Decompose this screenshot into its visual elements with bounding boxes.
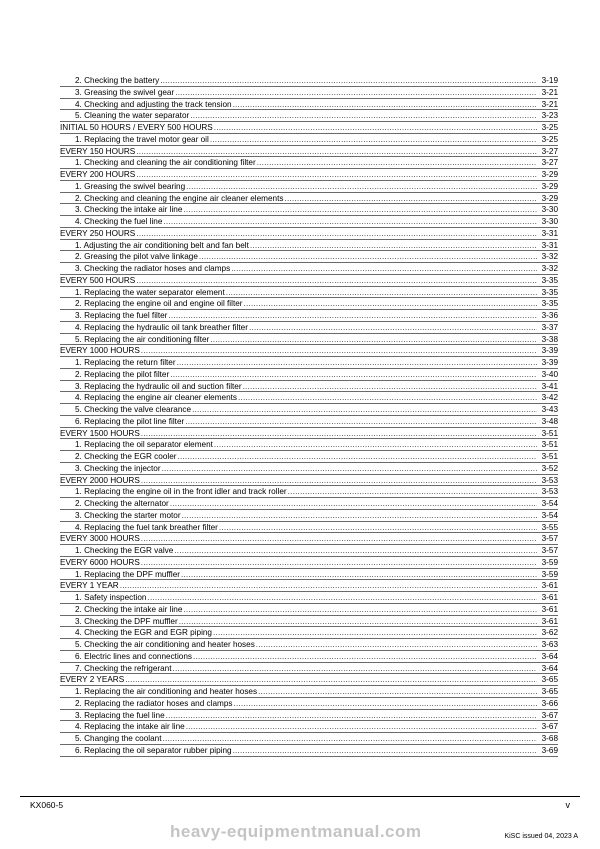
toc-entry-title: EVERY 1 YEAR <box>60 581 119 591</box>
toc-entry-page: 3-21 <box>541 99 558 109</box>
toc-entry-page: 3-25 <box>541 134 558 144</box>
toc-section-row[interactable] <box>60 674 558 686</box>
toc-entry-page: 3-37 <box>541 322 558 332</box>
toc-entry-title: 3. Checking the radiator hoses and clamps <box>75 264 231 273</box>
dot-leader <box>186 181 537 193</box>
toc-section-row[interactable] <box>60 275 558 287</box>
toc-entry-row[interactable] <box>60 75 558 87</box>
toc-entry-page: 3-68 <box>541 734 558 743</box>
toc-entry-page: 3-54 <box>541 510 558 520</box>
toc-entry-title: 5. Cleaning the water separator <box>75 111 190 121</box>
toc-entry-title: 3. Checking the intake air line <box>75 205 183 215</box>
toc-entry-row[interactable] <box>60 381 558 393</box>
toc-entry-title: 2. Replacing the pilot filter <box>75 369 170 379</box>
toc-entry-row[interactable] <box>60 87 558 99</box>
watermark: heavy-equipmentmanual.com <box>170 822 422 841</box>
model-code: KX060-5 <box>30 800 64 810</box>
dot-leader <box>210 134 537 146</box>
toc-entry-title: 6. Replacing the pilot line filter <box>75 416 185 426</box>
toc-entry-title: EVERY 250 HOURS <box>60 228 136 238</box>
dot-leader <box>172 663 537 675</box>
toc-entry-page: 3-62 <box>541 628 558 638</box>
dot-leader <box>179 616 537 628</box>
toc-entry-title: 4. Checking the EGR and EGR piping <box>75 628 212 638</box>
toc-entry-title: 1. Replacing the water separator element <box>75 287 225 297</box>
dot-leader <box>185 416 537 428</box>
toc-entry-page: 3-43 <box>541 405 558 414</box>
dot-leader <box>174 545 537 557</box>
toc-entry-row[interactable] <box>60 99 558 111</box>
toc-entry-page: 3-61 <box>541 604 558 614</box>
toc-entry-page: 3-52 <box>541 463 558 473</box>
toc-entry-page: 3-67 <box>541 710 558 720</box>
toc-entry-row[interactable] <box>60 193 558 205</box>
toc-entry-page: 3-61 <box>541 593 558 602</box>
toc-entry-row[interactable] <box>60 310 558 322</box>
toc-entry-page: 3-65 <box>541 687 558 696</box>
toc-entry-row[interactable] <box>60 639 558 651</box>
toc-entry-row[interactable] <box>60 592 558 604</box>
toc-entry-title: 2. Checking the intake air line <box>75 604 183 614</box>
toc-entry-row[interactable] <box>60 322 558 334</box>
toc-entry-title: 2. Replacing the engine oil and engine oil filter <box>75 299 243 309</box>
dot-leader <box>162 463 537 475</box>
toc-entry-row[interactable] <box>60 404 558 416</box>
dot-leader <box>170 369 537 381</box>
toc-entry-page: 3-64 <box>541 663 558 673</box>
toc-entry-page: 3-53 <box>541 487 558 497</box>
dot-leader <box>250 240 537 252</box>
dot-leader <box>168 310 537 322</box>
toc-entry-page: 3-32 <box>541 264 558 273</box>
toc-entry-title: 3. Replacing the fuel filter <box>75 311 168 320</box>
toc-entry-row[interactable] <box>60 439 558 451</box>
toc-entry-row[interactable] <box>60 357 558 369</box>
toc-section-row[interactable] <box>60 557 558 569</box>
toc-entry-page: 3-53 <box>541 475 558 485</box>
toc-entry-title: 4. Checking the fuel line <box>75 217 163 226</box>
dot-leader <box>136 169 537 181</box>
toc-section-row[interactable] <box>60 228 558 240</box>
toc-entry-page: 3-54 <box>541 499 558 508</box>
toc-entry-row[interactable] <box>60 721 558 733</box>
toc-entry-title: 3. Checking the DPF muffler <box>75 616 178 626</box>
toc-entry-row[interactable] <box>60 604 558 616</box>
toc-entry-page: 3-59 <box>541 569 558 579</box>
toc-entry-row[interactable] <box>60 157 558 169</box>
toc-entry-page: 3-40 <box>541 369 558 379</box>
toc-entry-row[interactable] <box>60 627 558 639</box>
toc-entry-row[interactable] <box>60 392 558 404</box>
toc-entry-page: 3-31 <box>541 228 558 238</box>
dot-leader <box>233 698 537 710</box>
toc-entry-title: 1. Replacing the engine oil in the front idler and track roller <box>75 487 287 497</box>
toc-entry-page: 3-29 <box>541 181 558 191</box>
toc-entry-row[interactable] <box>60 463 558 475</box>
toc-entry-row[interactable] <box>60 369 558 381</box>
toc-entry-title: 4. Replacing the hydraulic oil tank breather filter <box>75 322 248 332</box>
toc-entry-page: 3-51 <box>541 452 558 461</box>
toc-section-row[interactable] <box>60 146 558 158</box>
toc-entry-page: 3-48 <box>541 416 558 426</box>
toc-entry-title: 3. Greasing the swivel gear <box>75 87 175 97</box>
toc-entry-title: 2. Checking the EGR cooler <box>75 452 177 461</box>
dot-leader <box>190 110 537 122</box>
toc-entry-row[interactable] <box>60 287 558 299</box>
dot-leader <box>210 334 537 346</box>
dot-leader <box>183 204 537 216</box>
toc-section-row[interactable] <box>60 580 558 592</box>
toc-entry-page: 3-51 <box>541 440 558 450</box>
toc-entry-title: EVERY 2000 HOURS <box>60 475 140 485</box>
toc-entry-title: 1. Replacing the DPF muffler <box>75 569 180 579</box>
toc-entry-row[interactable] <box>60 263 558 275</box>
dot-leader <box>214 439 537 451</box>
dot-leader <box>175 87 537 99</box>
dot-leader <box>177 357 537 369</box>
dot-leader <box>199 251 537 263</box>
toc-entry-row[interactable] <box>60 181 558 193</box>
dot-leader <box>213 627 537 639</box>
toc-entry-title: INITIAL 50 HOURS / EVERY 500 HOURS <box>60 123 213 132</box>
dot-leader <box>233 745 537 757</box>
toc-entry-title: EVERY 500 HOURS <box>60 275 136 285</box>
toc-entry-page: 3-29 <box>541 193 558 203</box>
dot-leader <box>249 322 537 334</box>
toc-entry-title: EVERY 6000 HOURS <box>60 557 140 567</box>
dot-leader <box>244 298 537 310</box>
toc-entry-page: 3-57 <box>541 534 558 544</box>
toc-entry-row[interactable] <box>60 486 558 498</box>
toc-entry-title: EVERY 1000 HOURS <box>60 346 140 356</box>
dot-leader <box>141 533 537 545</box>
dot-leader <box>284 193 537 205</box>
toc-entry-page: 3-31 <box>541 240 558 250</box>
dot-leader <box>136 146 537 158</box>
toc-entry-page: 3-19 <box>541 76 558 85</box>
dot-leader <box>186 721 537 733</box>
toc-entry-row[interactable] <box>60 522 558 534</box>
dot-leader <box>233 99 537 111</box>
dot-leader <box>288 486 537 498</box>
toc-entry-title: 1. Replacing the travel motor gear oil <box>75 134 209 144</box>
toc-entry-title: EVERY 200 HOURS <box>60 170 136 179</box>
toc-entry-row[interactable] <box>60 204 558 216</box>
toc-entry-row[interactable] <box>60 510 558 522</box>
toc-entry-title: 5. Replacing the air conditioning filter <box>75 334 210 344</box>
toc-section-row[interactable] <box>60 475 558 487</box>
toc-entry-title: EVERY 2 YEARS <box>60 675 125 685</box>
toc-entry-page: 3-57 <box>541 546 558 555</box>
toc-entry-page: 3-30 <box>541 217 558 226</box>
toc-entry-title: 3. Replacing the hydraulic oil and suction filter <box>75 381 242 391</box>
toc-entry-title: 2. Greasing the pilot valve linkage <box>75 252 198 262</box>
toc-entry-title: 4. Checking and adjusting the track tension <box>75 99 232 109</box>
dot-leader <box>258 686 537 698</box>
toc-entry-row[interactable] <box>60 686 558 698</box>
dot-leader <box>177 451 537 463</box>
toc-entry-page: 3-23 <box>541 111 558 121</box>
dot-leader <box>141 345 537 357</box>
dot-leader <box>219 522 537 534</box>
toc-entry-page: 3-65 <box>541 675 558 685</box>
toc-entry-page: 3-61 <box>541 581 558 591</box>
toc-entry-title: 5. Checking the valve clearance <box>75 405 192 414</box>
toc-entry-title: 1. Checking the EGR valve <box>75 546 174 555</box>
toc-entry-title: EVERY 1500 HOURS <box>60 428 140 438</box>
table-of-contents <box>60 75 558 757</box>
toc-entry-page: 3-59 <box>541 557 558 567</box>
footer-divider <box>20 796 580 797</box>
toc-entry-page: 3-21 <box>541 87 558 97</box>
dot-leader <box>183 604 537 616</box>
dot-leader <box>160 75 537 87</box>
toc-entry-title: 4. Replacing the intake air line <box>75 722 185 732</box>
toc-entry-row[interactable] <box>60 498 558 510</box>
toc-entry-row[interactable] <box>60 663 558 675</box>
toc-entry-page: 3-39 <box>541 346 558 356</box>
toc-entry-title: 4. Replacing the engine air cleaner elements <box>75 393 238 403</box>
toc-entry-row[interactable] <box>60 110 558 122</box>
dot-leader <box>163 733 538 745</box>
toc-entry-row[interactable] <box>60 240 558 252</box>
dot-leader <box>214 122 537 134</box>
toc-entry-page: 3-67 <box>541 722 558 732</box>
toc-entry-title: 4. Replacing the fuel tank breather filter <box>75 522 218 532</box>
dot-leader <box>147 592 537 604</box>
dot-leader <box>182 510 537 522</box>
dot-leader <box>166 710 537 722</box>
toc-entry-page: 3-25 <box>541 123 558 132</box>
toc-entry-row[interactable] <box>60 545 558 557</box>
dot-leader <box>170 498 537 510</box>
toc-entry-title: EVERY 150 HOURS <box>60 146 136 156</box>
toc-entry-row[interactable] <box>60 251 558 263</box>
toc-entry-page: 3-35 <box>541 299 558 309</box>
toc-entry-page: 3-61 <box>541 616 558 626</box>
toc-entry-title: 7. Checking the refrigerant <box>75 663 172 673</box>
toc-entry-title: 2. Checking the battery <box>75 76 160 85</box>
dot-leader <box>256 639 537 651</box>
dot-leader <box>192 404 537 416</box>
dot-leader <box>141 475 537 487</box>
toc-entry-title: 5. Changing the coolant <box>75 734 162 743</box>
toc-section-row[interactable] <box>60 345 558 357</box>
toc-entry-page: 3-41 <box>541 381 558 391</box>
issue-info: KiSC issued 04, 2023 A <box>504 833 578 840</box>
toc-entry-title: 6. Replacing the oil separator rubber piping <box>75 745 232 755</box>
toc-entry-title: EVERY 3000 HOURS <box>60 534 140 544</box>
dot-leader <box>136 275 537 287</box>
toc-entry-page: 3-42 <box>541 393 558 403</box>
dot-leader <box>226 287 537 299</box>
toc-entry-title: 3. Replacing the fuel line <box>75 710 165 720</box>
dot-leader <box>141 428 537 440</box>
dot-leader <box>120 580 537 592</box>
toc-entry-row[interactable] <box>60 298 558 310</box>
toc-entry-page: 3-27 <box>541 146 558 156</box>
toc-entry-title: 1. Adjusting the air conditioning belt and fan belt <box>75 240 249 250</box>
toc-entry-page: 3-66 <box>541 698 558 708</box>
toc-entry-row[interactable] <box>60 134 558 146</box>
toc-entry-row[interactable] <box>60 334 558 346</box>
toc-entry-page: 3-32 <box>541 252 558 262</box>
toc-entry-page: 3-30 <box>541 205 558 215</box>
dot-leader <box>163 216 537 228</box>
dot-leader <box>257 157 537 169</box>
dot-leader <box>125 674 537 686</box>
toc-entry-title: 1. Replacing the air conditioning and heater hoses <box>75 687 258 696</box>
dot-leader <box>238 392 537 404</box>
toc-section-row[interactable] <box>60 122 558 134</box>
toc-entry-title: 1. Checking and cleaning the air conditioning filter <box>75 158 256 168</box>
toc-entry-title: 1. Safety inspection <box>75 593 147 602</box>
dot-leader <box>141 557 537 569</box>
toc-entry-title: 5. Checking the air conditioning and heater hoses <box>75 640 255 649</box>
toc-section-row[interactable] <box>60 428 558 440</box>
toc-entry-page: 3-39 <box>541 358 558 367</box>
toc-section-row[interactable] <box>60 533 558 545</box>
toc-entry-row[interactable] <box>60 216 558 228</box>
toc-entry-page: 3-27 <box>541 158 558 168</box>
toc-entry-page: 3-63 <box>541 640 558 649</box>
toc-entry-row[interactable] <box>60 416 558 428</box>
dot-leader <box>181 569 537 581</box>
dot-leader <box>193 651 537 663</box>
toc-entry-page: 3-35 <box>541 287 558 297</box>
toc-entry-page: 3-38 <box>541 334 558 344</box>
toc-entry-title: 3. Checking the injector <box>75 463 161 473</box>
toc-entry-title: 2. Replacing the radiator hoses and clamps <box>75 698 233 708</box>
toc-entry-title: 3. Checking the starter motor <box>75 510 181 520</box>
toc-entry-page: 3-55 <box>541 522 558 532</box>
page-number: v <box>565 800 570 810</box>
toc-entry-row[interactable] <box>60 651 558 663</box>
toc-entry-row[interactable] <box>60 710 558 722</box>
toc-entry-page: 3-69 <box>541 745 558 755</box>
dot-leader <box>136 228 537 240</box>
toc-entry-page: 3-51 <box>541 428 558 438</box>
toc-entry-page: 3-29 <box>541 170 558 179</box>
toc-entry-title: 2. Checking the alternator <box>75 499 169 508</box>
toc-entry-row[interactable] <box>60 451 558 463</box>
toc-entry-page: 3-35 <box>541 275 558 285</box>
toc-entry-row[interactable] <box>60 569 558 581</box>
toc-entry-page: 3-36 <box>541 311 558 320</box>
toc-entry-page: 3-64 <box>541 651 558 661</box>
toc-entry-row[interactable] <box>60 733 558 745</box>
toc-entry-title: 1. Greasing the swivel bearing <box>75 181 186 191</box>
dot-leader <box>231 263 537 275</box>
toc-entry-title: 6. Electric lines and connections <box>75 651 192 661</box>
dot-leader <box>243 381 537 393</box>
toc-entry-row[interactable] <box>60 698 558 710</box>
toc-entry-title: 2. Checking and cleaning the engine air cleaner elements <box>75 193 284 203</box>
toc-entry-title: 1. Replacing the oil separator element <box>75 440 213 450</box>
toc-entry-title: 1. Replacing the return filter <box>75 358 176 367</box>
toc-entry-row[interactable] <box>60 616 558 628</box>
toc-section-row[interactable] <box>60 169 558 181</box>
toc-entry-row[interactable] <box>60 745 558 757</box>
